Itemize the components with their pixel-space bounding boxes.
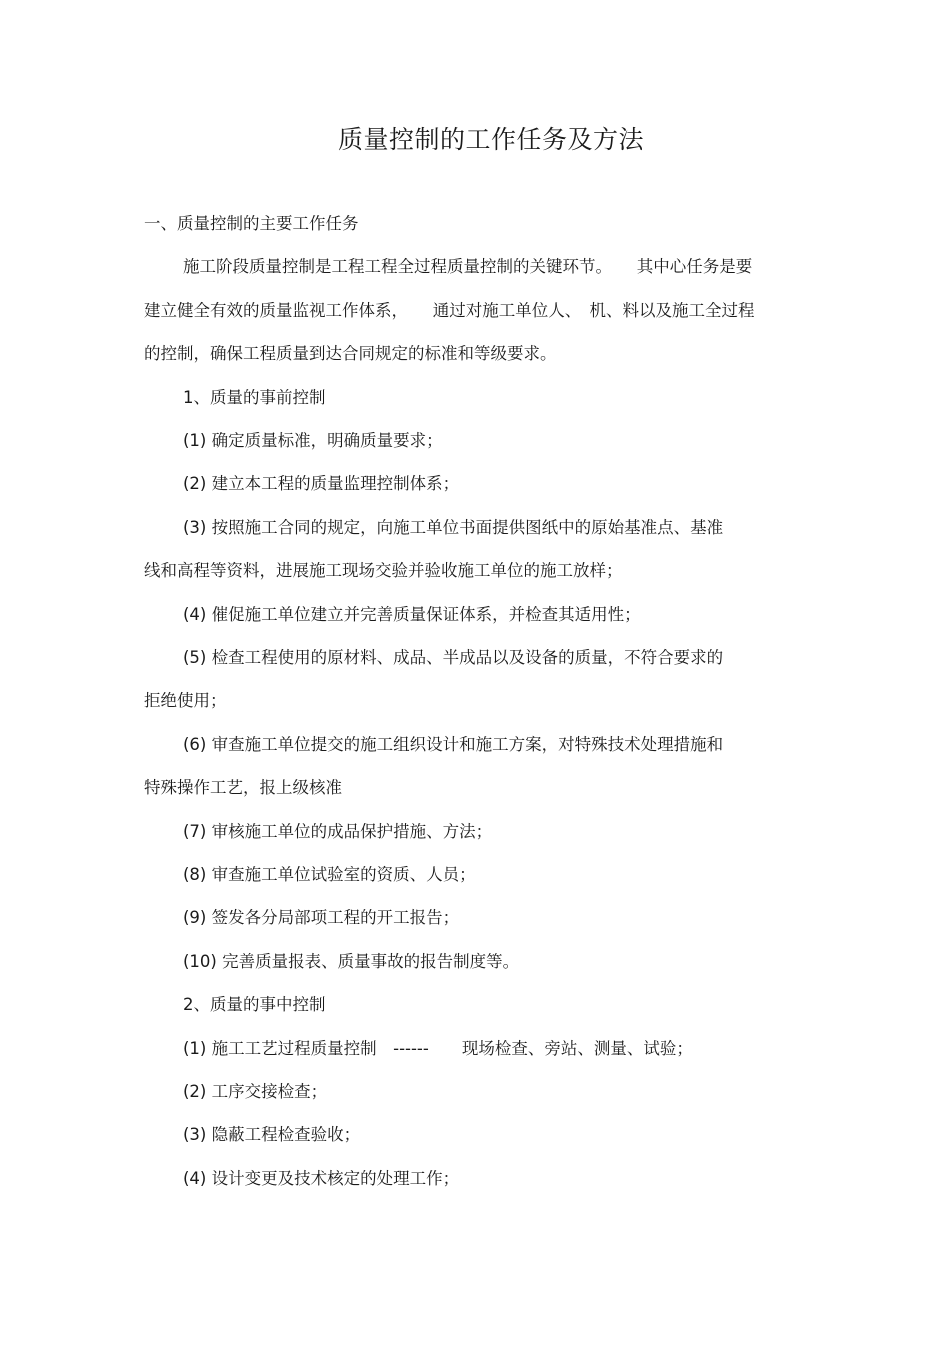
paragraph-line: 特殊操作工艺，报上级核准 [144, 778, 342, 798]
paragraph-line: (4) 催促施工单位建立并完善质量保证体系，并检查其适用性； [183, 604, 641, 624]
paragraph-line: (10) 完善质量报表、质量事故的报告制度等。 [183, 951, 520, 971]
paragraph-line: 建立健全有效的质量监视工作体系， 通过对施工单位人、 机、料以及施工全过程 [144, 300, 755, 320]
paragraph-line: (6) 审查施工单位提交的施工组织设计和施工方案，对特殊技术处理措施和 [183, 734, 724, 754]
paragraph-line: 1、质量的事前控制 [183, 387, 326, 407]
paragraph-line: 2、质量的事中控制 [183, 995, 326, 1015]
paragraph-line: 一、质量控制的主要工作任务 [144, 214, 359, 233]
paragraph-line: (2) 工序交接检查； [183, 1082, 328, 1101]
paragraph-line: 的控制，确保工程质量到达合同规定的标准和等级要求。 [144, 344, 557, 364]
document-title: 质量控制的工作任务及方法 [337, 125, 644, 154]
paragraph-line: (4) 设计变更及技术核定的处理工作； [183, 1168, 460, 1188]
paragraph-line: 线和高程等资料，进展施工现场交验并验收施工单位的施工放样； [144, 561, 623, 581]
paragraph-line: (9) 签发各分局部项工程的开工报告； [183, 908, 460, 928]
paragraph-line: 拒绝使用； [144, 691, 227, 711]
paragraph-line: (1) 施工工艺过程质量控制 ------ 现场检查、旁站、测量、试验； [183, 1038, 693, 1058]
paragraph-line: (2) 建立本工程的质量监理控制体系； [183, 474, 460, 494]
paragraph-line: 施工阶段质量控制是工程工程全过程质量控制的关键环节。 其中心任务是要 [183, 257, 753, 277]
paragraph-line: (3) 按照施工合同的规定，向施工单位书面提供图纸中的原始基准点、基准 [183, 517, 724, 537]
paragraph-line: (3) 隐蔽工程检查验收； [183, 1125, 361, 1145]
paragraph-line: (8) 审查施工单位试验室的资质、人员； [183, 865, 476, 884]
paragraph-line: (1) 确定质量标准，明确质量要求； [183, 431, 443, 450]
paragraph-line: (5) 检查工程使用的原材料、成品、半成品以及设备的质量，不符合要求的 [183, 648, 724, 667]
paragraph-line: (7) 审核施工单位的成品保护措施、方法； [183, 821, 493, 841]
